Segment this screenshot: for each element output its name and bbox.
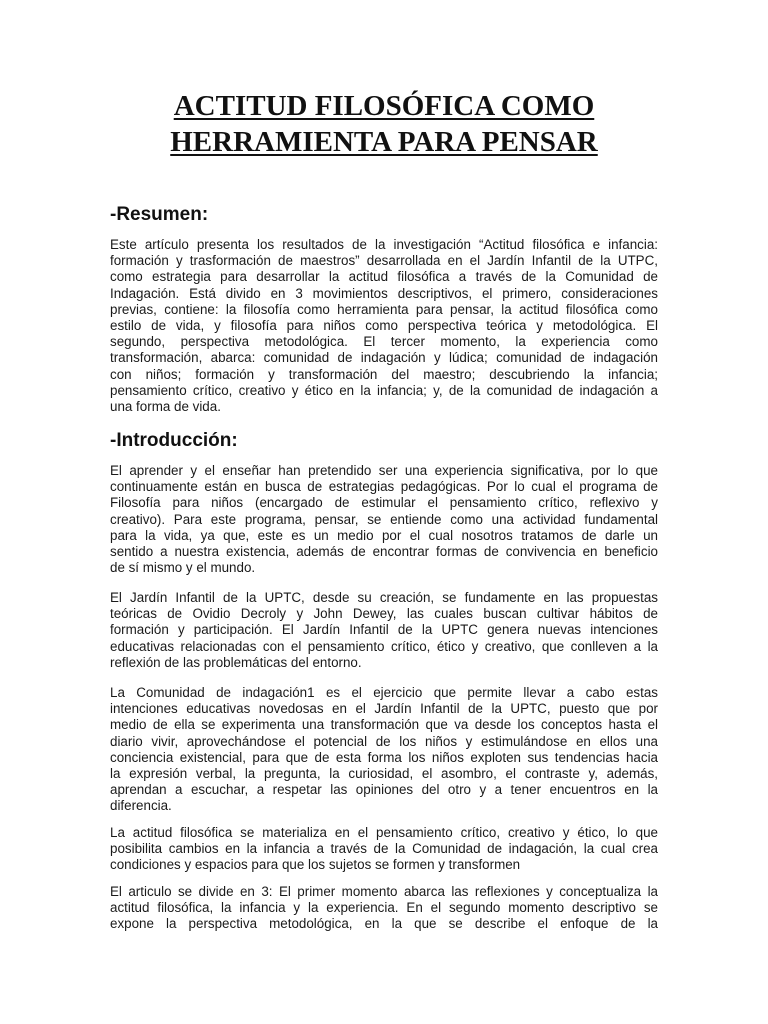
text-line: condiciones y espacios para que los sujetos se formen y transformen — [110, 857, 521, 873]
text-line: actitud filosófica, la infancia y la experiencia. En el segundo momento descriptivo se — [110, 900, 658, 916]
text-line: educativas relacionadas con el pensamiento crítico, ético y creativo, que conlleven a la — [110, 638, 658, 654]
text-line: El articulo se divide en 3: El primer momento abarca las reflexiones y conceptualiza la — [110, 884, 658, 899]
text-line: La Comunidad de indagación1 es el ejercicio que permite llevar a cabo estas — [110, 685, 658, 700]
text-line: medio de ella se experimenta una transformación que va desde los conceptos hasta el — [110, 717, 658, 733]
text-line: conciencia existencial, para que de esta forma los niños exploten sus tendencias hacia — [110, 749, 658, 765]
text-line: la expresión verbal, la pregunta, la curiosidad, el asombro, el contraste y, además, — [110, 765, 658, 781]
paragraph-intro-2 — [110, 590, 658, 671]
text-line: Indagación. Está divido en 3 movimientos descriptivos, el primero, consideraciones — [110, 285, 658, 301]
paragraph-intro-4 — [110, 825, 658, 874]
text-line: El Jardín Infantil de la UPTC, desde su creación, se fundamente en las propuestas — [110, 590, 658, 605]
text-line: de sí mismo y el mundo. — [110, 560, 256, 576]
text-line: posibilita cambios en la infancia a través de la Comunidad de indagación, la cual crea — [110, 841, 658, 857]
text-line: con niños; formación y transformación del maestro; descubriendo la infancia; — [110, 366, 658, 382]
text-line: La actitud filosófica se materializa en el pensamiento crítico, creativo y ético, lo que — [110, 825, 658, 840]
text-line: reflexión de las problemáticas del entorno. — [110, 654, 362, 670]
text-line: expone la perspectiva metodológica, en la que se describe el enfoque de la — [110, 916, 658, 932]
text-line: transformación, abarca: comunidad de indagación y lúdica; comunidad de indagación — [110, 350, 658, 366]
heading-resumen: -Resumen: — [110, 204, 209, 225]
text-line: sentido a nuestra existencia, además de encontrar formas de convivencia en beneficio — [110, 543, 658, 559]
text-line: segundo, perspectiva metodológica. El tercer momento, la experiencia como — [110, 334, 658, 350]
paragraph-intro-5 — [110, 884, 658, 933]
paragraph-intro-1 — [110, 463, 658, 576]
text-line: El aprender y el enseñar han pretendido ser una experiencia significativa, por lo que — [110, 463, 658, 478]
paragraph-resumen — [110, 237, 658, 415]
text-line: formación y trasformación de maestros” desarrollada en el Jardín Infantil de la UTPC, — [110, 253, 658, 269]
text-line: para la vida, ya que, este es un medio por el cual nosotros tratamos de darle un — [110, 527, 658, 543]
text-line: creativo). Para este programa, pensar, se entiende como una actividad fundamental — [110, 511, 658, 527]
text-line: pensamiento crítico, creativo y ético en la infancia; y, de la comunidad de indagación a — [110, 382, 658, 398]
text-line: intenciones educativas novedosas en el Jardín Infantil de la UPTC, puesto que por — [110, 701, 658, 717]
text-line: diario vivir, aprovechándose el potencial de los niños y estimulándose en ellos una — [110, 733, 658, 749]
text-line: aprendan a escuchar, a respetar las opiniones del otro y a tener encuentros en la — [110, 782, 658, 798]
text-line: teóricas de Ovidio Decroly y John Dewey, las cuales buscan cultivar hábitos de — [110, 606, 658, 622]
title-line-2: HERRAMIENTA PARA PENSAR — [170, 126, 598, 158]
text-line: diferencia. — [110, 798, 172, 814]
page-title — [100, 88, 668, 160]
text-line: Este artículo presenta los resultados de la investigación “Actitud filosófica e infancia: — [110, 237, 658, 252]
text-line: formación y participación. El Jardín Infantil de la UPTC genera nuevas intenciones — [110, 622, 658, 638]
paragraph-intro-3 — [110, 685, 658, 815]
title-line-1: ACTITUD FILOSÓFICA COMO — [173, 90, 595, 122]
text-line: continuamente están en busca de estrategias pedagógicas. Por lo cual el programa de — [110, 479, 658, 495]
text-line: Filosofía para niños (encargado de estimular el pensamiento crítico, reflexivo y — [110, 495, 658, 511]
text-line: una forma de vida. — [110, 398, 221, 414]
text-line: como estrategia para desarrollar la actitud filosófica a través de la Comunidad de — [110, 269, 658, 285]
heading-introduccion: -Introducción: — [110, 430, 238, 451]
text-line: previas, contiene: la filosofía como herramienta para pensar, la actitud filosófica como — [110, 301, 658, 317]
text-line: estilo de vida, y filosofía para niños como perspectiva teórica y metodológica. El — [110, 317, 658, 333]
